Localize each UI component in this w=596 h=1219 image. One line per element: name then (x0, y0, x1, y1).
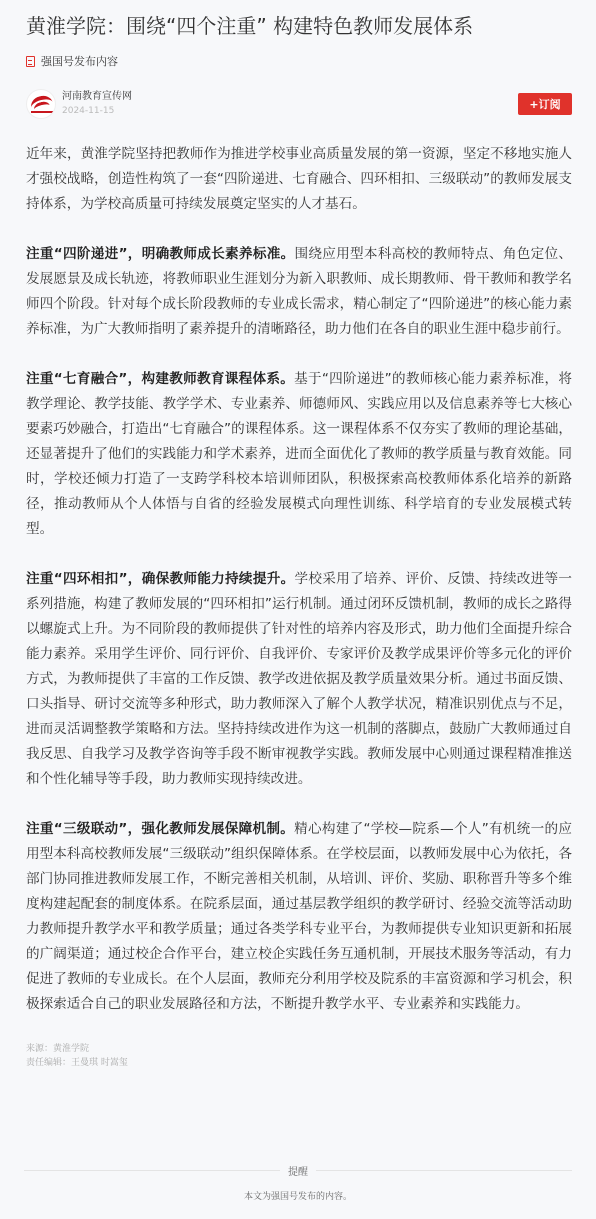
paragraph-text: 基于“四阶递进”的教师核心能力素养标准，将教学理论、教学技能、教学学术、专业素养、师德师风、实践应用以及信息素养等七大核心要素巧妙融合，打造出“七育融合”的课程体系。这一课程体系不仅夯实了教师的理论基础，还显著提升了他们的实践能力和学术素养，进而全面优化了教师的教学质量与教育效能。同时，学校还倾力打造了一支跨学科校本培训师团队，积极探索高校教师体系化培养的新路径，推动教师从个人体悟与自省的经验发展模式向理性训练、科学培育的专业发展模式转型。 (26, 371, 572, 537)
author-row (26, 88, 572, 120)
notice-divider (24, 1167, 572, 1178)
notice-section (24, 1162, 572, 1202)
article-source: 来源：黄淮学院 (26, 1044, 90, 1054)
paragraph-text: 学校采用了培养、评价、反馈、持续改进等一系列措施，构建了教师发展的“四环相扣”运行机制。通过闭环反馈机制，教师的成长之路得以螺旋式上升。为不同阶段的教师提供了针对性的培养内容及形式，助力他们全面提升综合能力素养。采用学生评价、同行评价、自我评价、专家评价及教学成果评价等多元化的评价方式，为教师提供了丰富的工作反馈、教学改进依据及教学质量效果分析。通过书面反馈、口头指导、研讨交流等多种形式，助力教师深入了解个人教学状况，精准识别优点与不足，进而灵活调整教学策略和方法。坚持持续改进作为这一机制的落脚点，鼓励广大教师通过自我反思、自我学习及教学咨询等手段不断审视教学实践。教师发展中心则通过课程精准推送和个性化辅导等手段，助力教师实现持续改进。 (26, 571, 572, 787)
logo-bar (31, 111, 53, 113)
paragraph-lead: 注重“三级联动”，强化教师发展保障机制。 (26, 821, 295, 837)
paragraph-text: 围绕应用型本科高校的教师特点、角色定位、发展愿景及成长轨迹，将教师职业生涯划分为新入职教师、成长期教师、骨干教师和教学名师四个阶段。针对每个成长阶段教师的专业成长需求，精心制定了“四阶递进”的核心能力素养标准，为广大教师指明了素养提升的清晰路径，助力他们在各自的职业生涯中稳步前行。 (26, 246, 572, 337)
author-avatar[interactable] (26, 89, 56, 119)
article-title: 黄淮学院：围绕“四个注重” 构建特色教师发展体系 (26, 14, 474, 38)
paragraph-seven-education (26, 367, 572, 542)
notice-title: 提醒 (280, 1163, 316, 1178)
paragraph-three-level (26, 817, 572, 1017)
subscribe-button[interactable]: +订阅 (518, 93, 572, 115)
paragraph-four-rings (26, 567, 572, 792)
paragraph-lead: 注重“四阶递进”，明确教师成长素养标准。 (26, 246, 295, 262)
article-footer-meta (26, 1042, 572, 1070)
paragraph-lead: 注重“四环相扣”，确保教师能力持续提升。 (26, 571, 295, 587)
paragraph-four-stages (26, 242, 572, 342)
notice-text: 本文为强国号发布的内容。 (243, 1192, 352, 1202)
author-name[interactable]: 河南教育宣传网 (62, 91, 132, 102)
paragraph-text: 精心构建了“学校—院系—个人”有机统一的应用型本科高校教师发展“三级联动”组织保障体系。在学校层面，以教师发展中心为依托，各部门协同推进教师发展工作，不断完善相关机制，从培训、评价、奖励、职称晋升等多个维度构建起配套的制度体系。在院系层面，通过基层教学组织的教学研讨、经验交流等活动助力教师提升教学水平和教学质量；通过各类学科专业平台，为教师提供专业知识更新和拓展的广阔渠道；通过校企合作平台，建立校企实践任务互通机制，开展技术服务等活动，有力促进了教师的专业成长。在个人层面，教师充分利用学校及院系的丰富资源和学习机会，积极探索适合自己的职业发展路径和方法，不断提升教学水平、专业素养和实践能力。 (26, 821, 572, 1012)
article-body (26, 142, 572, 1017)
article-editor: 责任编辑：王曼琪 时嵩玺 (26, 1058, 128, 1068)
paragraph-lead: 注重“七育融合”，构建教师教育课程体系。 (26, 371, 295, 387)
author-meta (62, 90, 132, 118)
publish-date: 2024-11-15 (62, 106, 115, 116)
bookmark-icon (26, 56, 35, 67)
source-tag (26, 52, 572, 70)
source-tag-label: 强国号发布内容 (41, 55, 118, 68)
paragraph-intro (26, 142, 572, 217)
paragraph-text: 近年来，黄淮学院坚持把教师作为推进学校事业高质量发展的第一资源，坚定不移地实施人才强校战略，创造性构筑了一套“四阶递进、七育融合、四环相扣、三级联动”的教师发展支持体系，为学校高质量可持续发展奠定坚实的人才基石。 (26, 146, 572, 212)
